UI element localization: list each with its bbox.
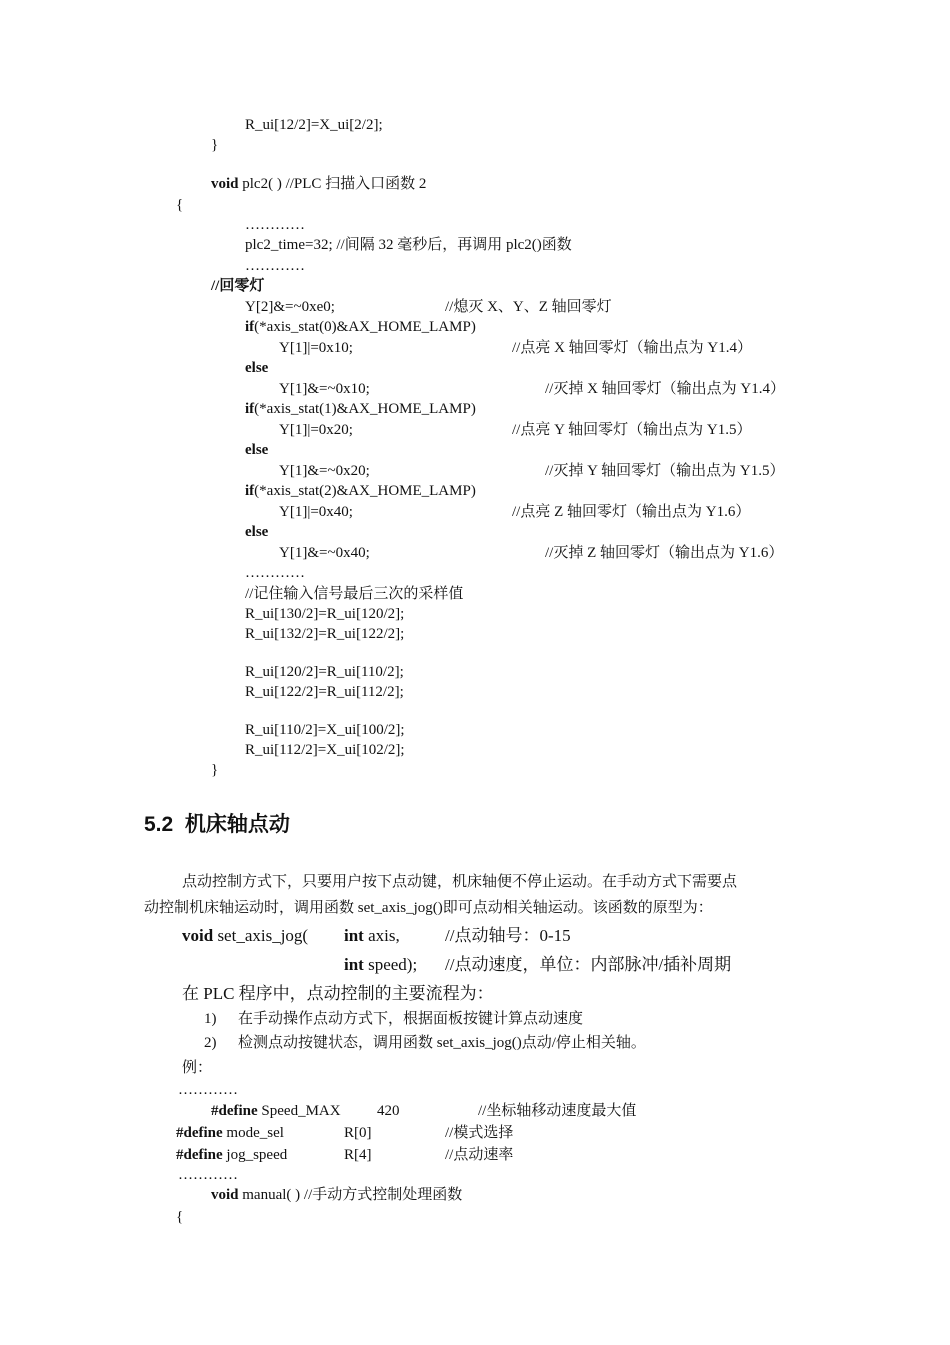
code-comment: //点亮 X 轴回零灯（输出点为 Y1.4） xyxy=(512,340,753,356)
code-line: R_ui[120/2]=R_ui[110/2]; xyxy=(245,664,404,680)
ellipsis: ………… xyxy=(245,217,305,233)
code-line xyxy=(245,400,476,418)
keyword: void xyxy=(182,926,214,945)
list-number: 2) xyxy=(204,1035,217,1051)
code-line: R_ui[112/2]=X_ui[102/2]; xyxy=(245,742,405,758)
code-comment: //点动轴号：0-15 xyxy=(445,926,571,945)
code-line: R_ui[132/2]=R_ui[122/2]; xyxy=(245,626,405,642)
code-line: R_ui[12/2]=X_ui[2/2]; xyxy=(245,117,383,133)
prototype-line xyxy=(182,927,308,945)
code-line: Y[1]|=0x10; xyxy=(279,340,353,356)
code-comment: //点动速率 xyxy=(445,1147,514,1163)
keyword: void xyxy=(211,1187,239,1203)
code-comment: //点亮 Y 轴回零灯（输出点为 Y1.5） xyxy=(512,422,752,438)
code-text: plc2( ) //PLC 扫描入口函数 2 xyxy=(238,176,427,192)
code-text: jog_speed xyxy=(222,1147,288,1163)
code-comment: //模式选择 xyxy=(445,1125,514,1141)
code-comment: //回零灯 xyxy=(211,278,265,294)
code-brace: } xyxy=(211,762,219,778)
define-value: 420 xyxy=(377,1103,400,1119)
prototype-arg xyxy=(344,956,417,974)
code-line xyxy=(211,1186,462,1204)
code-line xyxy=(245,318,476,336)
code-brace: { xyxy=(176,197,184,213)
define-line xyxy=(176,1146,287,1164)
code-text: axis, xyxy=(363,926,400,945)
ellipsis: ………… xyxy=(245,258,305,274)
ellipsis: ………… xyxy=(178,1167,238,1183)
code-line: Y[1]|=0x40; xyxy=(279,504,353,520)
keyword: int xyxy=(344,955,364,974)
list-item: 检测点动按键状态，调用函数 set_axis_jog()点动/停止相关轴。 xyxy=(238,1035,646,1051)
code-text: mode_sel xyxy=(222,1125,284,1141)
keyword: #define xyxy=(211,1103,258,1119)
list-item: 在手动操作点动方式下，根据面板按键计算点动速度 xyxy=(238,1011,584,1027)
keyword: if xyxy=(245,483,255,499)
keyword: else xyxy=(245,524,269,540)
example-label: 例： xyxy=(182,1060,213,1076)
list-number: 1) xyxy=(204,1011,217,1027)
code-line: plc2_time=32; //间隔 32 毫秒后，再调用 plc2()函数 xyxy=(245,237,572,253)
keyword: if xyxy=(245,319,255,335)
code-line: Y[1]|=0x20; xyxy=(279,422,353,438)
code-comment: //灭掉 Y 轴回零灯（输出点为 Y1.5） xyxy=(545,463,785,479)
keyword: #define xyxy=(176,1125,223,1141)
keyword: if xyxy=(245,401,255,417)
code-comment: //坐标轴移动速度最大值 xyxy=(478,1103,637,1119)
code-comment: //灭掉 X 轴回零灯（输出点为 Y1.4） xyxy=(545,381,786,397)
keyword: else xyxy=(245,442,269,458)
define-value: R[0] xyxy=(344,1125,372,1141)
code-comment: //点动速度，单位：内部脉冲/插补周期 xyxy=(445,955,732,974)
code-text: speed); xyxy=(363,955,418,974)
paragraph-line: 点动控制方式下，只要用户按下点动键，机床轴便不停止运动。在手动方式下需要点 xyxy=(182,874,738,890)
code-text: (*axis_stat(2)&AX_HOME_LAMP) xyxy=(254,483,476,499)
code-comment: //熄灭 X、Y、Z 轴回零灯 xyxy=(445,299,612,315)
code-text: manual( ) //手动方式控制处理函数 xyxy=(238,1187,463,1203)
code-line: Y[1]&=~0x40; xyxy=(279,545,370,561)
code-text: Speed_MAX xyxy=(257,1103,341,1119)
code-text: set_axis_jog( xyxy=(213,926,309,945)
define-line xyxy=(176,1124,284,1142)
ellipsis: ………… xyxy=(178,1082,238,1098)
define-line xyxy=(211,1102,341,1120)
code-comment: //点亮 Z 轴回零灯（输出点为 Y1.6） xyxy=(512,504,751,520)
paragraph-line: 动控制机床轴运动时，调用函数 set_axis_jog()即可点动相关轴运动。该函数的原型为： xyxy=(144,900,713,916)
prototype-arg xyxy=(344,927,400,945)
keyword: int xyxy=(344,926,364,945)
code-line: Y[1]&=~0x20; xyxy=(279,463,370,479)
code-line xyxy=(211,175,426,193)
code-text: (*axis_stat(0)&AX_HOME_LAMP) xyxy=(254,319,476,335)
paragraph-line: 在 PLC 程序中，点动控制的主要流程为： xyxy=(182,984,494,1003)
ellipsis: ………… xyxy=(245,565,305,581)
code-brace: { xyxy=(176,1209,184,1225)
code-comment: //记住输入信号最后三次的采样值 xyxy=(245,586,464,602)
keyword: #define xyxy=(176,1147,223,1163)
code-line: R_ui[130/2]=R_ui[120/2]; xyxy=(245,606,405,622)
code-line: R_ui[110/2]=X_ui[100/2]; xyxy=(245,722,405,738)
keyword: else xyxy=(245,360,269,376)
code-brace: } xyxy=(211,137,219,153)
code-text: (*axis_stat(1)&AX_HOME_LAMP) xyxy=(254,401,476,417)
define-value: R[4] xyxy=(344,1147,372,1163)
keyword: void xyxy=(211,176,239,192)
code-comment: //灭掉 Z 轴回零灯（输出点为 Y1.6） xyxy=(545,545,784,561)
code-line: R_ui[122/2]=R_ui[112/2]; xyxy=(245,684,404,700)
code-line: Y[2]&=~0xe0; xyxy=(245,299,335,315)
section-heading: 5.2 机床轴点动 xyxy=(144,813,290,836)
code-line: Y[1]&=~0x10; xyxy=(279,381,370,397)
code-line xyxy=(245,482,476,500)
